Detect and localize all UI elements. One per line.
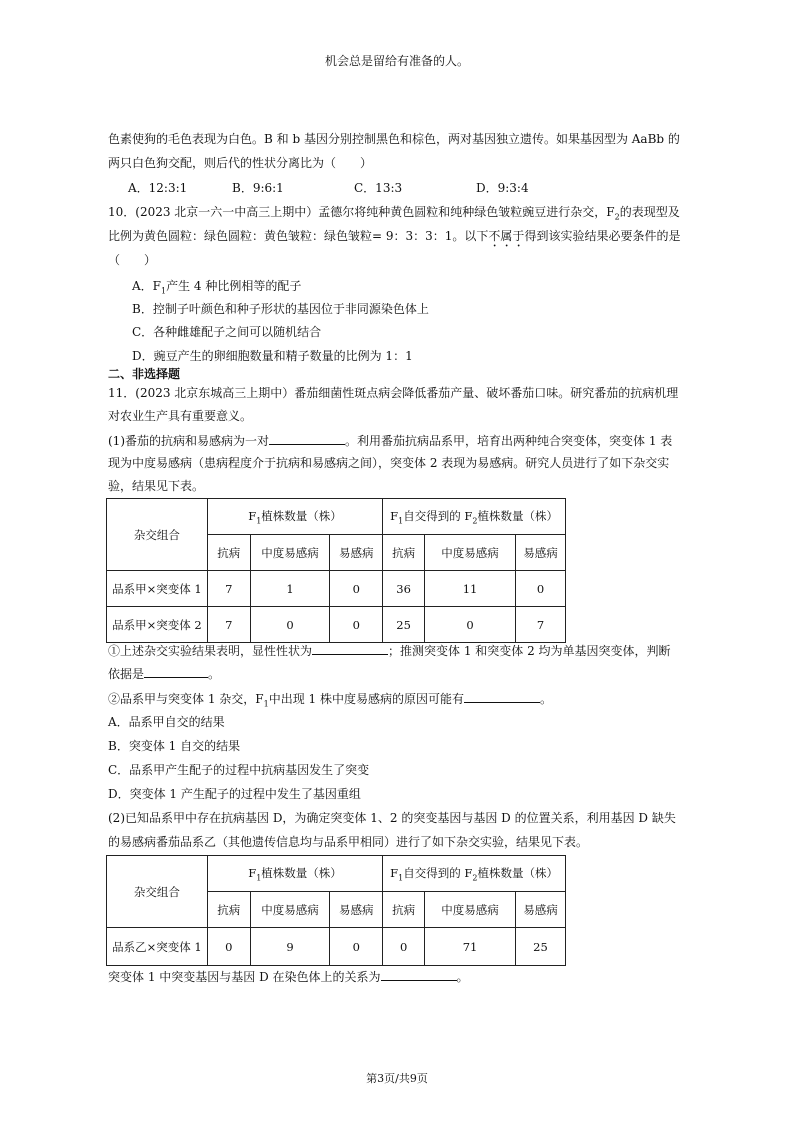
q10-option-d: D．豌豆产生的卵细胞数量和精子数量的比例为 1：1 <box>132 349 413 363</box>
subheader-cell: 抗病 <box>383 892 425 928</box>
row-label: 品系甲×突变体 2 <box>107 607 208 643</box>
table-cell: 71 <box>425 928 516 966</box>
f1-header-tail: 植株数量（株） <box>261 508 342 523</box>
q11-sub2-tail: 。 <box>539 692 552 706</box>
f1-header-sub: 1 <box>256 873 262 883</box>
f2-header-text: F <box>390 508 399 523</box>
table-row <box>107 607 566 643</box>
q11-sub2-mid: 中出现 1 株中度易感病的原因可能有 <box>268 692 464 706</box>
q11-option-a: A．品系甲自交的结果 <box>108 715 225 729</box>
q10-line-2 <box>108 228 680 250</box>
q9-line-1: 色素使狗的毛色表现为白色。B 和 b 基因分别控制黑色和棕色，两对基因独立遗传。如果基因型为 AaBb 的 <box>108 132 680 146</box>
q10-line-1-tail: 的表现型及 <box>619 205 680 219</box>
f2-header-sub2: 2 <box>472 873 478 883</box>
q11-part1-line-2: 现为中度易感病（患病程度介于抗病和易感病之间），突变体 2 表现为易感病。研究人员进行了如下杂交实 <box>108 456 670 470</box>
f2-header-text: F <box>390 865 399 880</box>
f2-header-sub1: 1 <box>398 873 404 883</box>
q11-sub1-text: ①上述杂交实验结果表明，显性性状为 <box>108 644 313 658</box>
q11-line-1: 11．(2023 北京东城高三上期中）番茄细菌性斑点病会降低番茄产量、破坏番茄口味。研究番茄的抗病机理 <box>108 386 679 400</box>
q11-sub2-line <box>108 690 552 712</box>
q10-line-1-text: 10．(2023 北京一六一中高三上期中）孟德尔将纯种黄色圆粒和纯种绿色皱粒豌豆进行杂交，F <box>108 205 615 219</box>
table-cell: 0 <box>250 607 330 643</box>
answer-blank[interactable] <box>312 642 388 655</box>
f2-header <box>383 856 566 892</box>
f2-header-sub2: 2 <box>472 516 478 526</box>
q11-part1-line-3: 验，结果见下表。 <box>108 479 205 493</box>
q11-option-d: D．突变体 1 产生配子的过程中发生了基因重组 <box>108 787 361 801</box>
subheader-cell: 易感病 <box>330 535 383 571</box>
answer-blank[interactable] <box>269 432 345 445</box>
results-table-2 <box>106 855 566 966</box>
subheader-cell: 抗病 <box>207 535 250 571</box>
q11-line-2: 对农业生产具有重要意义。 <box>108 409 253 423</box>
q11-part2-line-1: (2)已知品系甲中存在抗病基因 D，为确定突变体 1、2 的突变基因与基因 D 的位置关系，利用基因 D 缺失 <box>108 811 676 825</box>
f1-header-sub: 1 <box>256 516 262 526</box>
table-cell: 0 <box>330 607 383 643</box>
q9-option-b: B．9:6:1 <box>232 181 284 195</box>
q10-option-c: C．各种雌雄配子之间可以随机结合 <box>132 325 322 339</box>
table-cell: 7 <box>207 607 250 643</box>
f1-header <box>207 856 382 892</box>
f2-header-tail: 植株数量（株） <box>477 865 558 880</box>
table-cell: 36 <box>383 571 425 607</box>
subheader-cell: 中度易感病 <box>250 535 330 571</box>
q11-option-c: C．品系甲产生配子的过程中抗病基因发生了突变 <box>108 763 370 777</box>
subheader-cell: 易感病 <box>330 892 383 928</box>
subheader-cell: 抗病 <box>383 535 425 571</box>
f1-header-text: F <box>248 508 257 523</box>
table-cell: 11 <box>425 571 516 607</box>
q11-sub1-line-2-tail: 。 <box>208 667 221 681</box>
answer-blank[interactable] <box>464 690 540 703</box>
subheader-cell: 易感病 <box>515 892 565 928</box>
table-cell: 7 <box>515 607 565 643</box>
q11-sub1-tail: ；推测突变体 1 和突变体 2 均为单基因突变体，判断 <box>388 644 671 658</box>
subheader-cell: 中度易感病 <box>425 535 516 571</box>
q10-line-3: （ ） <box>108 253 157 267</box>
subheader-cell: 中度易感病 <box>425 892 516 928</box>
q10-option-a-tail: 产生 4 种比例相等的配子 <box>166 279 302 293</box>
subheader-cell: 中度易感病 <box>250 892 330 928</box>
q11-final-tail: 。 <box>456 970 469 984</box>
q10-line-2-text: 比例为黄色圆粒：绿色圆粒：黄色皱粒：绿色皱粒= 9：3：3：1。以下 <box>108 229 489 243</box>
page-footer: 第3页/共9页 <box>366 1072 428 1085</box>
table-cell: 0 <box>330 571 383 607</box>
q9-option-d: D．9:3:4 <box>476 181 529 195</box>
table-cell: 0 <box>515 571 565 607</box>
q9-option-c: C．13:3 <box>354 181 403 195</box>
q10-emphasis: 不属于 <box>488 229 525 243</box>
f2-header-sub1: 1 <box>398 516 404 526</box>
q11-sub2-sub: 1 <box>263 699 269 709</box>
col-group-header: 杂交组合 <box>107 499 208 571</box>
f1-header-tail: 植株数量（株） <box>261 865 342 880</box>
subheader-cell: 易感病 <box>515 535 565 571</box>
q10-option-a <box>132 278 301 299</box>
subheader-cell: 抗病 <box>207 892 250 928</box>
col-group-header: 杂交组合 <box>107 856 208 928</box>
q11-sub1-line-1 <box>108 642 671 660</box>
page-header: 机会总是留给有准备的人。 <box>324 54 469 68</box>
q9-option-a: A．12:3:1 <box>128 181 188 195</box>
q11-final-line <box>108 968 469 986</box>
q11-part1-text: (1)番茄的抗病和易感病为一对 <box>108 434 269 448</box>
q10-option-a-sub: 1 <box>161 286 167 296</box>
row-label: 品系甲×突变体 1 <box>107 571 208 607</box>
q10-line-1-sub: 2 <box>614 212 620 222</box>
f2-header-mid: 自交得到的 F <box>403 865 473 880</box>
table-header-row <box>107 856 566 892</box>
q11-sub1-line-2 <box>108 665 220 683</box>
q11-part2-line-2: 的易感病番茄品系乙（其他遗传信息均与品系甲相同）进行了如下杂交实验，结果见下表。 <box>108 835 589 849</box>
table-cell: 0 <box>425 607 516 643</box>
table-cell: 7 <box>207 571 250 607</box>
table-cell: 25 <box>383 607 425 643</box>
table-cell: 0 <box>207 928 250 966</box>
q10-option-a-text: A．F <box>132 279 161 293</box>
answer-blank[interactable] <box>144 665 208 678</box>
q10-line-2-tail: 得到该实验结果必要条件的是 <box>524 229 681 243</box>
table-cell: 0 <box>383 928 425 966</box>
q11-part1-line-1 <box>108 432 672 450</box>
f1-header-text: F <box>248 865 257 880</box>
table-cell: 1 <box>250 571 330 607</box>
f2-header-tail: 植株数量（株） <box>477 508 558 523</box>
table-row <box>107 928 566 966</box>
f1-header <box>207 499 382 535</box>
results-table-1 <box>106 498 566 643</box>
table-cell: 9 <box>250 928 330 966</box>
table-cell: 25 <box>515 928 565 966</box>
table-cell: 0 <box>330 928 383 966</box>
q11-option-b: B．突变体 1 自交的结果 <box>108 739 241 753</box>
q11-final-text: 突变体 1 中突变基因与基因 D 在染色体上的关系为 <box>108 970 381 984</box>
answer-blank[interactable] <box>381 968 457 981</box>
row-label: 品系乙×突变体 1 <box>107 928 208 966</box>
q9-line-2: 两只白色狗交配，则后代的性状分离比为（ ） <box>108 156 373 170</box>
f2-header-mid: 自交得到的 F <box>403 508 473 523</box>
table-row <box>107 571 566 607</box>
table-header-row <box>107 499 566 535</box>
q11-part1-tail: 。利用番茄抗病品系甲，培育出两种纯合突变体，突变体 1 表 <box>345 434 673 448</box>
f2-header <box>383 499 566 535</box>
q10-option-b: B．控制子叶颜色和种子形状的基因位于非同源染色体上 <box>132 302 429 316</box>
q11-sub1-line-2-text: 依据是 <box>108 667 145 681</box>
q11-sub2-text: ②品系甲与突变体 1 杂交，F <box>108 692 264 706</box>
section-heading: 二、非选择题 <box>108 367 181 381</box>
q10-line-1 <box>108 204 680 225</box>
